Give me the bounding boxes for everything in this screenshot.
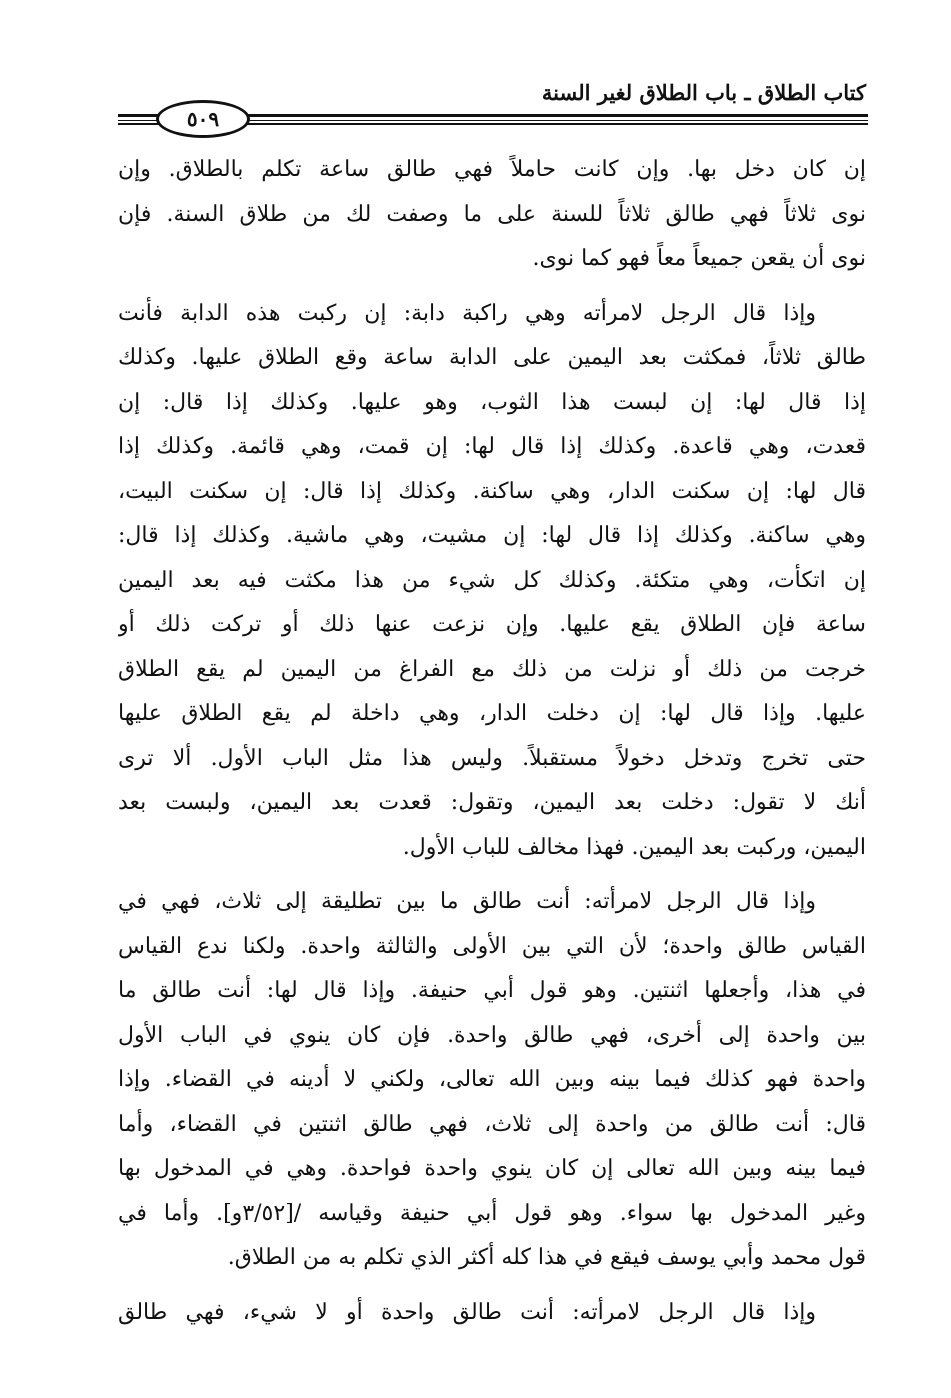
text-line: القياس طالق واحدة؛ لأن التي بين الأولى والثالثة واحدة. ولكنا ندع القياس xyxy=(118,933,866,959)
paragraph-4 xyxy=(118,1291,866,1336)
running-header: كتاب الطلاق ـ باب الطلاق لغير السنة xyxy=(541,80,866,105)
text-line: واحدة فهو كذلك فيما بينه وبين الله تعالى، ولكني لا أدينه في القضاء. وإذا xyxy=(118,1067,866,1092)
text-line: وإذا قال الرجل لامرأته: أنت طالق واحدة أو لا شيء، فهي طالق xyxy=(118,1299,816,1325)
text-line: إذا قال لها: إن لبست هذا الثوب، وهو عليها. وكذلك إذا قال: إن xyxy=(118,389,866,415)
text-line: وغير المدخول بها سواء. وهو قول أبي حنيفة وقياسه /[٣/٥٢و]. وأما في xyxy=(118,1200,866,1226)
text-line: وإذا قال الرجل لامرأته وهي راكبة دابة: إن ركبت هذه الدابة فأنت xyxy=(118,300,816,326)
text-line: وإذا قال الرجل لامرأته: أنت طالق ما بين تطليقة إلى ثلاث، فهي في xyxy=(118,889,816,914)
text-line: خرجت من ذلك أو نزلت من ذلك مع الفراغ من اليمين لم يقع الطلاق xyxy=(118,656,866,682)
text-line: فيما بينه وبين الله تعالى إن كان ينوي واحدة فواحدة. وهي في المدخول بها xyxy=(118,1156,866,1181)
text-line: قعدت، وهي قاعدة. وكذلك إذا قال لها: إن قمت، وهي قائمة. وكذلك إذا xyxy=(118,434,866,459)
text-line: نوى ثلاثاً فهي طالق ثلاثاً للسنة على ما وصفت لك من طلاق السنة. فإن xyxy=(118,201,866,227)
text-line: وهي ساكنة. وكذلك إذا قال لها: إن مشيت، وهي ماشية. وكذلك إذا قال: xyxy=(118,523,866,548)
paragraph-1 xyxy=(118,148,866,282)
page-number: ٥٠٩ xyxy=(156,100,250,138)
text-line: نوى أن يقعن جميعاً معاً فهو كما نوى. xyxy=(532,246,866,271)
text-line: قول محمد وأبي يوسف فيقع في هذا كله أكثر الذي تكلم به من الطلاق. xyxy=(227,1245,866,1270)
text-line: إن كان دخل بها. وإن كانت حاملاً فهي طالق ساعة تكلم بالطلاق. وإن xyxy=(118,157,866,182)
paragraph-3 xyxy=(118,880,866,1281)
text-line: قال: أنت طالق من واحدة إلى ثلاث، فهي طالق اثنتين في القضاء، وأما xyxy=(118,1111,866,1137)
text-line: بين واحدة إلى أخرى، فهي طالق واحدة. فإن كان ينوي في الباب الأول xyxy=(118,1022,866,1048)
text-line: عليها. وإذا قال لها: إن دخلت الدار، وهي داخلة لم يقع الطلاق عليها xyxy=(118,701,866,726)
paragraph-2 xyxy=(118,292,866,871)
text-line: إن اتكأت، وهي متكئة. وكذلك كل شيء من هذا مكثت فيه بعد اليمين xyxy=(118,567,866,593)
text-line: ساعة فإن الطلاق يقع عليها. وإن نزعت عنها ذلك أو تركت ذلك أو xyxy=(118,612,866,637)
text-line: حتى تخرج وتدخل دخولاً مستقبلاً. وليس هذا مثل الباب الأول. ألا ترى xyxy=(118,745,866,771)
text-line: اليمين، وركبت بعد اليمين. فهذا مخالف للباب الأول. xyxy=(402,834,866,860)
text-line: في هذا، وأجعلها اثنتين. وهو قول أبي حنيفة. وإذا قال لها: أنت طالق ما xyxy=(118,978,866,1003)
text-line: طالق ثلاثاً، فمكثت بعد اليمين على الدابة ساعة وقع الطلاق عليها. وكذلك xyxy=(118,345,866,370)
text-line: أنك لا تقول: دخلت بعد اليمين، وتقول: قعدت بعد اليمين، ولبست بعد xyxy=(118,790,866,815)
text-line: قال لها: إن سكنت الدار، وهي ساكنة. وكذلك إذا قال: إن سكنت البيت، xyxy=(118,478,866,504)
body-text xyxy=(118,148,866,1335)
